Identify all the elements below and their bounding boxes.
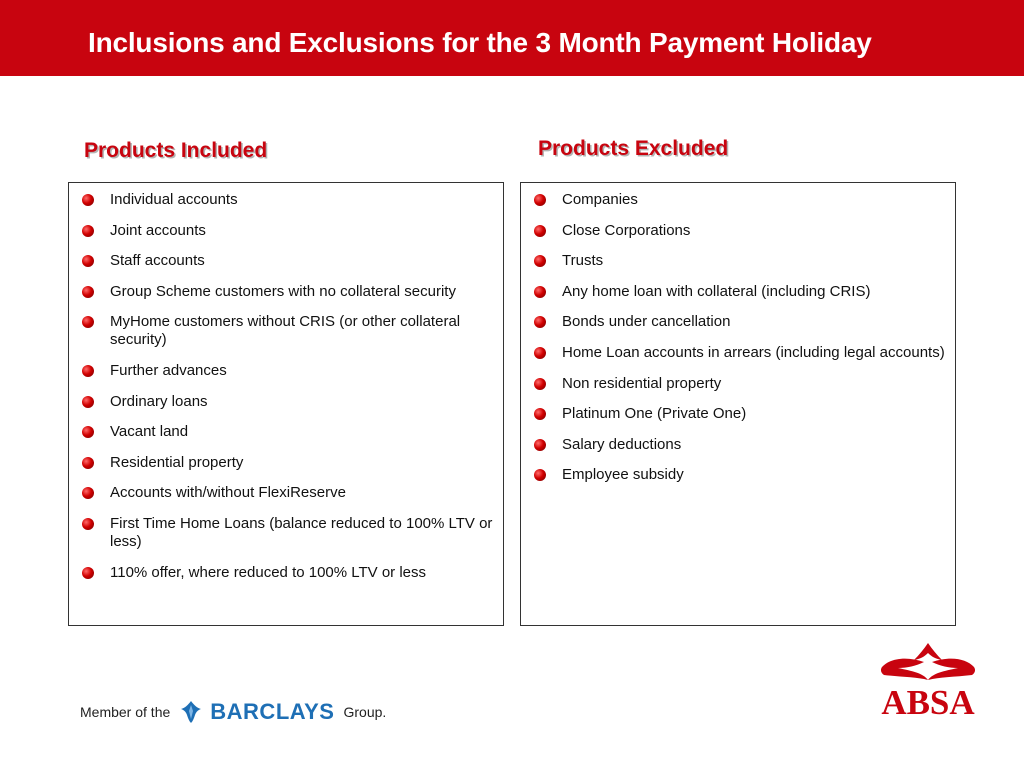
list-item: Close Corporations — [534, 222, 947, 240]
list-item: Joint accounts — [82, 222, 495, 240]
bullet-icon — [82, 487, 94, 499]
list-item: MyHome customers without CRIS (or other collateral security) — [82, 313, 495, 349]
list-item: Ordinary loans — [82, 393, 495, 411]
list-item: Group Scheme customers with no collateral security — [82, 283, 495, 301]
bullet-icon — [82, 457, 94, 469]
bullet-icon — [82, 396, 94, 408]
bullet-icon — [82, 225, 94, 237]
eagle-icon — [178, 699, 204, 725]
list-item: Individual accounts — [82, 191, 495, 209]
bullet-icon — [534, 347, 546, 359]
bullet-icon — [534, 316, 546, 328]
list-item: Bonds under cancellation — [534, 313, 947, 331]
list-item: Further advances — [82, 362, 495, 380]
slide-title: Inclusions and Exclusions for the 3 Month Payment Holiday — [88, 27, 872, 58]
excluded-list — [521, 183, 955, 484]
excluded-panel — [520, 182, 956, 626]
absa-wordmark: ABSA — [881, 683, 975, 722]
bullet-icon — [82, 316, 94, 328]
absa-logo — [868, 640, 988, 724]
barclays-member-logo — [80, 697, 386, 727]
bullet-icon — [534, 194, 546, 206]
bullet-icon — [534, 225, 546, 237]
title-bar — [0, 0, 1024, 76]
list-item: Home Loan accounts in arrears (including legal accounts) — [534, 344, 947, 362]
bullet-icon — [82, 426, 94, 438]
list-item: Platinum One (Private One) — [534, 405, 947, 423]
list-item: Any home loan with collateral (including CRIS) — [534, 283, 947, 301]
excluded-heading: Products Excluded — [538, 137, 729, 160]
bullet-icon — [534, 439, 546, 451]
included-panel — [68, 182, 504, 626]
included-heading: Products Included — [84, 139, 268, 162]
bullet-icon — [82, 194, 94, 206]
absa-symbol-icon — [872, 640, 984, 686]
barclays-wordmark: BARCLAYS — [210, 699, 335, 724]
list-item: Staff accounts — [82, 252, 495, 270]
group-suffix: Group. — [343, 704, 387, 720]
bullet-icon — [534, 469, 546, 481]
bullet-icon — [534, 408, 546, 420]
list-item: Accounts with/without FlexiReserve — [82, 484, 495, 502]
list-item: Employee subsidy — [534, 466, 947, 484]
list-item: Salary deductions — [534, 436, 947, 454]
bullet-icon — [82, 518, 94, 530]
bullet-icon — [534, 286, 546, 298]
bullet-icon — [82, 567, 94, 579]
list-item: Residential property — [82, 454, 495, 472]
bullet-icon — [82, 365, 94, 377]
list-item: Trusts — [534, 252, 947, 270]
list-item: Companies — [534, 191, 947, 209]
member-prefix: Member of the — [80, 704, 171, 720]
bullet-icon — [534, 378, 546, 390]
bullet-icon — [534, 255, 546, 267]
list-item: Vacant land — [82, 423, 495, 441]
bullet-icon — [82, 286, 94, 298]
bullet-icon — [82, 255, 94, 267]
list-item: Non residential property — [534, 375, 947, 393]
list-item: 110% offer, where reduced to 100% LTV or less — [82, 564, 495, 582]
list-item: First Time Home Loans (balance reduced to 100% LTV or less) — [82, 515, 495, 551]
included-list — [69, 183, 503, 582]
